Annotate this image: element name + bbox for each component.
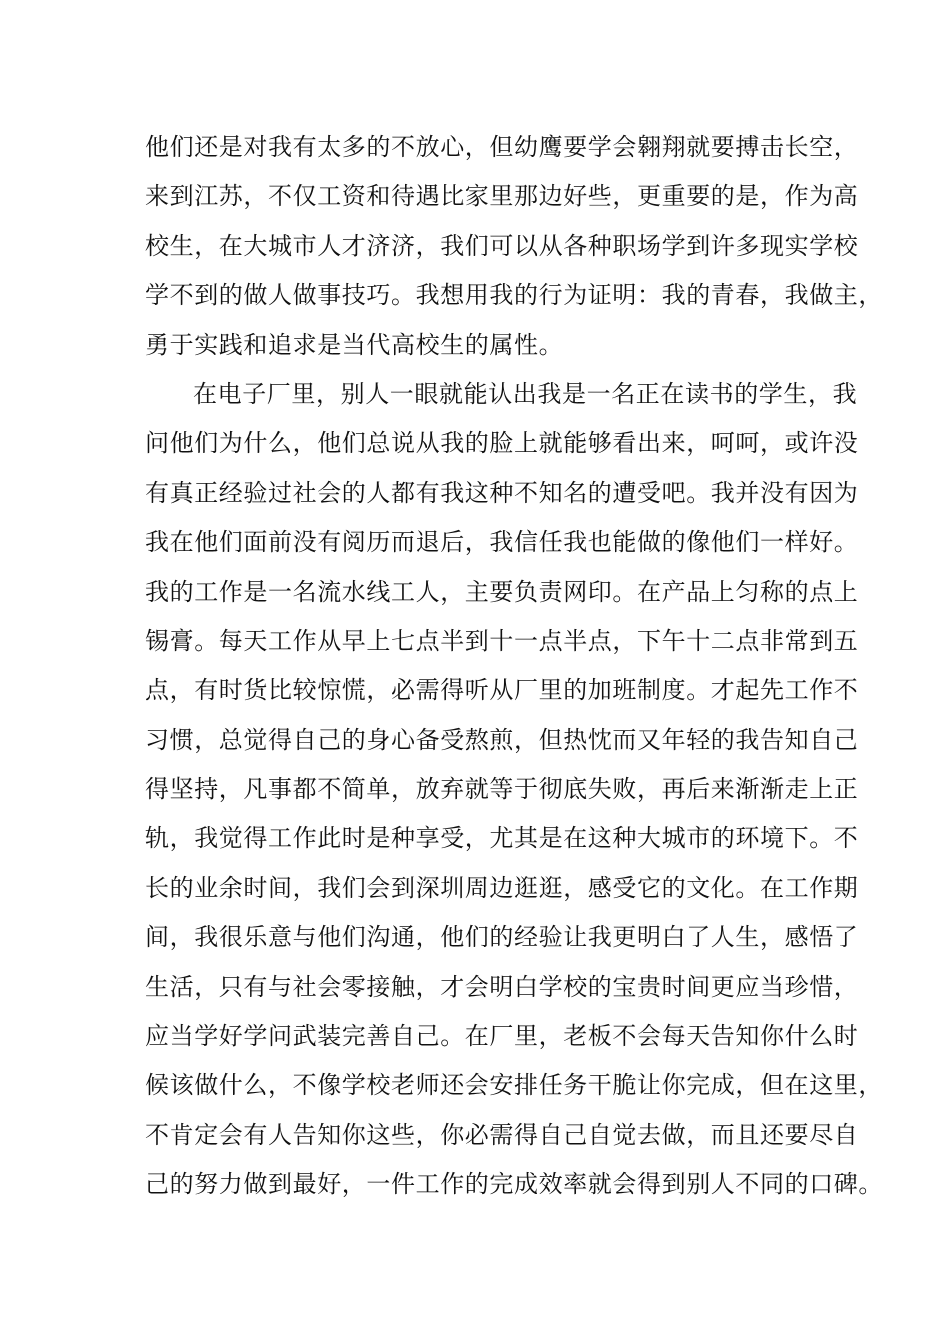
text-line: 我的工作是一名流水线工人，主要负责网印。在产品上匀称的点上 [145,577,859,606]
body-text [145,123,883,1210]
text-line: 习惯，总觉得自己的身心备受熬煎，但热忱而又年轻的我告知自己 [145,725,859,754]
text-line: 候该做什么，不像学校老师还会安排任务干脆让你完成，但在这里， [145,1071,883,1100]
text-line: 学不到的做人做事技巧。我想用我的行为证明：我的青春，我做主， [145,281,883,310]
text-line: 问他们为什么，他们总说从我的脸上就能够看出来，呵呵，或许没 [145,429,859,458]
text-line: 锡膏。每天工作从早上七点半到十一点半点，下午十二点非常到五 [145,626,859,655]
text-line: 得坚持，凡事都不简单，放弃就等于彻底失败，再后来渐渐走上正 [145,775,859,804]
text-line: 不肯定会有人告知你这些，你必需得自己自觉去做，而且还要尽自 [145,1120,859,1149]
text-line: 己的努力做到最好，一件工作的完成效率就会得到别人不同的口碑。 [145,1170,883,1199]
text-line: 生活，只有与社会零接触，才会明白学校的宝贵时间更应当珍惜， [145,972,859,1001]
text-line: 勇于实践和追求是当代高校生的属性。 [145,330,564,359]
text-line: 他们还是对我有太多的不放心，但幼鹰要学会翱翔就要搏击长空， [145,133,859,161]
text-line: 轨，我觉得工作此时是种享受，尤其是在这种大城市的环境下。不 [145,824,859,853]
paragraph-start-line: 在电子厂里，别人一眼就能认出我是一名正在读书的学生，我 [193,379,858,408]
text-line: 应当学好学问武装完善自己。在厂里，老板不会每天告知你什么时 [145,1022,859,1051]
text-line: 校生，在大城市人才济济，我们可以从各种职场学到许多现实学校 [145,231,859,260]
text-line: 间，我很乐意与他们沟通，他们的经验让我更明白了人生，感悟了 [145,923,859,952]
text-line: 来到江苏，不仅工资和待遇比家里那边好些，更重要的是，作为高 [145,182,859,211]
text-line: 有真正经验过社会的人都有我这种不知名的遭受吧。我并没有因为 [145,478,859,507]
text-line: 点，有时货比较惊慌，必需得听从厂里的加班制度。才起先工作不 [145,676,859,705]
text-line: 我在他们面前没有阅历而退后，我信任我也能做的像他们一样好。 [145,528,859,557]
text-line: 长的业余时间，我们会到深圳周边逛逛，感受它的文化。在工作期 [145,873,859,902]
